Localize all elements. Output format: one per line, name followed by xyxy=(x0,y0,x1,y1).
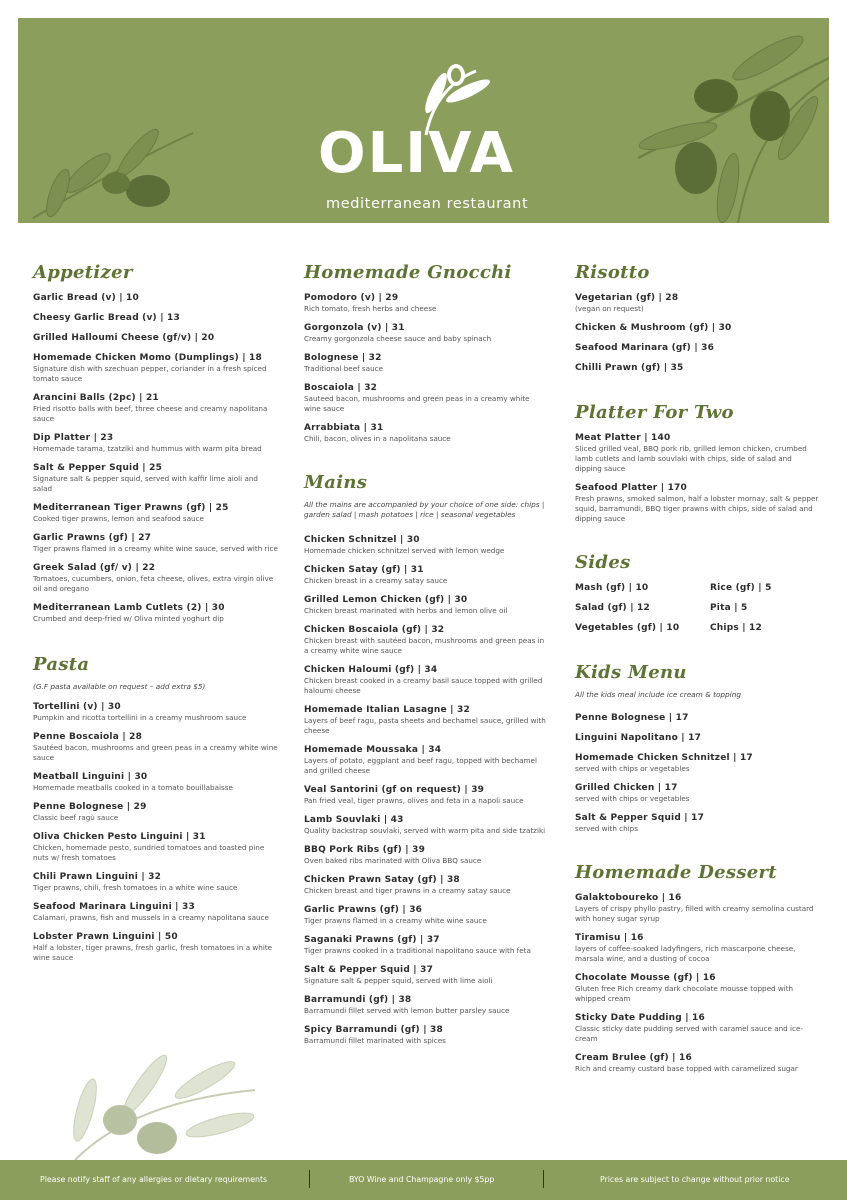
menu-item xyxy=(304,352,546,374)
menu-item-name: Spicy Barramundi (gf) | 38 xyxy=(304,1025,443,1035)
menu-item xyxy=(304,594,546,616)
sides-grid xyxy=(575,582,820,634)
menu-item-name: Chips | 12 xyxy=(710,623,762,633)
menu-item-name: Penne Bolognese | 17 xyxy=(575,713,689,723)
menu-item-name: Chicken Haloumi (gf) | 34 xyxy=(304,665,438,675)
menu-item-name: Lobster Prawn Linguini | 50 xyxy=(33,932,178,942)
menu-item-name: Boscaiola | 32 xyxy=(304,383,378,393)
section-gnocchi xyxy=(304,262,546,444)
menu-item xyxy=(33,701,278,723)
menu-item-name: Greek Salad (gf/ v) | 22 xyxy=(33,563,156,573)
menu-item-name: Cheesy Garlic Bread (v) | 13 xyxy=(33,313,180,323)
menu-item-name: Penne Bolognese | 29 xyxy=(33,802,147,812)
menu-item xyxy=(33,901,278,923)
menu-item xyxy=(575,1052,820,1074)
menu-item xyxy=(304,744,546,776)
menu-item-description: Classic sticky date pudding served with caramel sauce and ice-cream xyxy=(575,1024,803,1043)
menu-item xyxy=(575,622,710,634)
menu-item-description: Chicken breast marinated with herbs and lemon olive oil xyxy=(304,606,508,615)
menu-item-name: Oliva Chicken Pesto Linguini | 31 xyxy=(33,832,206,842)
menu-item xyxy=(304,704,546,736)
menu-item-description: Creamy gorgonzola cheese sauce and baby spinach xyxy=(304,334,492,343)
menu-item-name: Sticky Date Pudding | 16 xyxy=(575,1013,705,1023)
logo-tagline: mediterranean restaurant xyxy=(326,196,529,212)
menu-item-name: BBQ Pork Ribs (gf) | 39 xyxy=(304,845,426,855)
menu-item-description: Signature dish with szechuan pepper, coriander in a fresh spiced tomato sauce xyxy=(33,364,267,383)
menu-item-name: Mash (gf) | 10 xyxy=(575,583,649,593)
olive-branch-left-icon xyxy=(28,113,198,223)
menu-item-name: Chicken Prawn Satay (gf) | 38 xyxy=(304,875,460,885)
section-platter xyxy=(575,402,820,524)
menu-item xyxy=(304,904,546,926)
menu-item xyxy=(304,664,546,696)
footer-allergy-notice: Please notify staff of any allergies or dietary requirements xyxy=(40,1175,268,1184)
menu-item-name: Garlic Prawns (gf) | 36 xyxy=(304,905,423,915)
section-dessert xyxy=(575,862,820,1074)
menu-item-description: Barramundi fillet served with lemon butter parsley sauce xyxy=(304,1006,510,1015)
menu-item-name: Pomodoro (v) | 29 xyxy=(304,293,399,303)
menu-item-name: Cream Brulee (gf) | 16 xyxy=(575,1053,692,1063)
menu-item-name: Salt & Pepper Squid | 17 xyxy=(575,813,705,823)
menu-item-name: Linguini Napolitano | 17 xyxy=(575,733,702,743)
menu-item-name: Penne Boscaiola | 28 xyxy=(33,732,143,742)
menu-item xyxy=(33,332,278,344)
menu-item xyxy=(33,831,278,863)
menu-item-description: Pan fried veal, tiger prawns, olives and feta in a napoli sauce xyxy=(304,796,524,805)
menu-item xyxy=(33,771,278,793)
menu-item-name: Salad (gf) | 12 xyxy=(575,603,650,613)
section-title: Platter For Two xyxy=(575,402,734,423)
menu-item xyxy=(575,582,710,594)
menu-item-name: Garlic Bread (v) | 10 xyxy=(33,293,139,303)
menu-item xyxy=(304,1024,546,1046)
menu-item xyxy=(33,312,278,324)
menu-item xyxy=(33,731,278,763)
menu-item xyxy=(575,1012,820,1044)
menu-item-description: layers of coffee-soaked ladyfingers, rich mascarpone cheese, marsala wine, and a dusting of cocoa xyxy=(575,944,796,963)
menu-item-description: Pumpkin and ricotta tortellini in a creamy mushroom sauce xyxy=(33,713,247,722)
menu-item xyxy=(575,812,820,834)
menu-item-name: Veal Santorini (gf on request) | 39 xyxy=(304,785,485,795)
menu-item-name: Chilli Prawn (gf) | 35 xyxy=(575,363,684,373)
menu-item-name: Mediterranean Tiger Prawns (gf) | 25 xyxy=(33,503,229,513)
menu-item-name: Seafood Platter | 170 xyxy=(575,483,687,493)
menu-item-description: Cooked tiger prawns, lemon and seafood sauce xyxy=(33,514,204,523)
menu-item xyxy=(710,582,820,594)
menu-item xyxy=(304,382,546,414)
section-title: Homemade Dessert xyxy=(575,862,777,883)
section-title: Pasta xyxy=(33,654,90,675)
menu-item xyxy=(33,532,278,554)
footer-divider xyxy=(309,1170,310,1188)
menu-item-description: Tiger prawns flamed in a creamy white wine sauce, served with rice xyxy=(33,544,278,553)
menu-item xyxy=(575,432,820,474)
menu-item-description: Homemade meatballs cooked in a tomato bouillabaisse xyxy=(33,783,233,792)
menu-item-name: Saganaki Prawns (gf) | 37 xyxy=(304,935,440,945)
menu-item-description: Signature salt & pepper squid, served with lime aioli xyxy=(304,976,493,985)
menu-item-description: Chicken breast cooked in a creamy basil sauce topped with grilled haloumi cheese xyxy=(304,676,543,695)
menu-item-description: Crumbed and deep-fried w/ Oliva minted yoghurt dip xyxy=(33,614,224,623)
footer-divider xyxy=(543,1170,544,1188)
section-sides xyxy=(575,552,820,634)
menu-item-name: Barramundi (gf) | 38 xyxy=(304,995,412,1005)
menu-item-description: Homemade tarama, tzatziki and hummus with warm pita bread xyxy=(33,444,262,453)
menu-item-name: Homemade Chicken Schnitzel | 17 xyxy=(575,753,753,763)
menu-item-name: Arrabbiata | 31 xyxy=(304,423,384,433)
section-mains xyxy=(304,472,546,1046)
section-title: Appetizer xyxy=(33,262,133,283)
menu-item-description: Layers of potato, eggplant and beef ragu, topped with bechamel and grilled cheese xyxy=(304,756,537,775)
menu-item-description: served with chips or vegetables xyxy=(575,764,690,773)
section-title: Mains xyxy=(304,472,368,493)
menu-item-description: Calamari, prawns, fish and mussels in a creamy napolitana sauce xyxy=(33,913,269,922)
menu-item xyxy=(33,432,278,454)
olive-branch-bottom-icon xyxy=(45,1050,260,1160)
menu-item-name: Tiramisu | 16 xyxy=(575,933,644,943)
menu-item-description: Tomatoes, cucumbers, onion, feta cheese, olives, extra virgin olive oil and oregano xyxy=(33,574,274,593)
menu-item-description: Fresh prawns, smoked salmon, half a lobster mornay, salt & pepper squid, barramundi, BBQ tiger prawns with chips, side of salad and dipping sauce xyxy=(575,494,819,523)
menu-item-name: Chicken & Mushroom (gf) | 30 xyxy=(575,323,732,333)
menu-item-name: Homemade Moussaka | 34 xyxy=(304,745,442,755)
menu-item-description: Tiger prawns, chili, fresh tomatoes in a white wine sauce xyxy=(33,883,238,892)
menu-item-name: Chicken Boscaiola (gf) | 32 xyxy=(304,625,445,635)
section-note: All the mains are accompanied by your choice of one side: chips | garden salad | mash potatoes | rice | seasonal vegetables xyxy=(304,500,545,519)
menu-item-description: Homemade chicken schnitzel served with lemon wedge xyxy=(304,546,505,555)
menu-item-description: Tiger prawns cooked in a traditional napolitano sauce with feta xyxy=(304,946,531,955)
section-pasta xyxy=(33,654,278,963)
menu-item-name: Grilled Lemon Chicken (gf) | 30 xyxy=(304,595,468,605)
menu-column-right xyxy=(575,262,820,1086)
menu-item-name: Vegetarian (gf) | 28 xyxy=(575,293,679,303)
menu-item xyxy=(304,422,546,444)
menu-item-description: Quality backstrap souvlaki, served with warm pita and side tzatziki xyxy=(304,826,546,835)
menu-item-name: Galaktoboureko | 16 xyxy=(575,893,682,903)
menu-item-name: Tortellini (v) | 30 xyxy=(33,702,121,712)
menu-item xyxy=(33,871,278,893)
menu-item xyxy=(575,322,820,334)
menu-item xyxy=(33,462,278,494)
olive-branch-right-icon xyxy=(618,18,829,223)
menu-item xyxy=(575,932,820,964)
menu-item-description: Chicken breast in a creamy satay sauce xyxy=(304,576,448,585)
menu-item xyxy=(575,342,820,354)
menu-item-name: Homemade Italian Lasagne | 32 xyxy=(304,705,470,715)
menu-item xyxy=(575,892,820,924)
menu-item-name: Grilled Halloumi Cheese (gf/v) | 20 xyxy=(33,333,215,343)
menu-item xyxy=(304,564,546,586)
menu-item-description: served with chips or vegetables xyxy=(575,794,690,803)
menu-item xyxy=(575,732,820,744)
menu-item-name: Salt & Pepper Squid | 37 xyxy=(304,965,434,975)
menu-item xyxy=(33,801,278,823)
menu-item-description: Traditional beef sauce xyxy=(304,364,384,373)
section-title: Risotto xyxy=(575,262,650,283)
menu-item-description: Fried risotto balls with beef, three cheese and creamy napolitana sauce xyxy=(33,404,268,423)
menu-item-name: Homemade Chicken Momo (Dumplings) | 18 xyxy=(33,353,262,363)
menu-item xyxy=(575,752,820,774)
menu-item-description: Gluten free Rich creamy dark chocolate mousse topped with whipped cream xyxy=(575,984,794,1003)
menu-item-description: Sliced grilled veal, BBQ pork rib, grilled lemon chicken, crumbed lamb cutlets and lamb souvlaki with chips, side of salad and dipping sauce xyxy=(575,444,807,473)
menu-item xyxy=(33,602,278,624)
menu-item xyxy=(33,352,278,384)
menu-item-description: Rich tomato, fresh herbs and cheese xyxy=(304,304,437,313)
menu-item xyxy=(33,292,278,304)
menu-item xyxy=(710,602,820,614)
menu-item-name: Vegetables (gf) | 10 xyxy=(575,623,680,633)
menu-item-name: Grilled Chicken | 17 xyxy=(575,783,678,793)
menu-item-name: Meatball Linguini | 30 xyxy=(33,772,148,782)
menu-item-name: Seafood Marinara (gf) | 36 xyxy=(575,343,715,353)
menu-item-name: Chocolate Mousse (gf) | 16 xyxy=(575,973,716,983)
menu-item-description: Sautéed bacon, mushrooms and green peas in a creamy white wine sauce xyxy=(33,743,278,762)
menu-item-name: Garlic Prawns (gf) | 27 xyxy=(33,533,152,543)
menu-item xyxy=(304,814,546,836)
menu-item xyxy=(33,931,278,963)
footer-price-notice: Prices are subject to change without prior notice xyxy=(600,1175,790,1184)
menu-item-description: Layers of beef ragu, pasta sheets and bechamel sauce, grilled with cheese xyxy=(304,716,546,735)
menu-item-description: Chicken, homemade pesto, sundried tomatoes and toasted pine nuts w/ fresh tomatoes xyxy=(33,843,265,862)
menu-item-description: Oven baked ribs marinated with Oliva BBQ sauce xyxy=(304,856,482,865)
menu-item xyxy=(304,624,546,656)
section-risotto xyxy=(575,262,820,374)
menu-item xyxy=(33,392,278,424)
menu-item-description: Layers of crispy phyllo pastry, filled with creamy semolina custard with honey sugar syrup xyxy=(575,904,814,923)
menu-item-description: Sauteed bacon, mushrooms and green peas in a creamy white wine sauce xyxy=(304,394,530,413)
section-appetizer xyxy=(33,262,278,624)
menu-item xyxy=(33,502,278,524)
logo-wordmark: OLIVA xyxy=(318,121,516,186)
menu-item-name: Lamb Souvlaki | 43 xyxy=(304,815,404,825)
footer-bar xyxy=(0,1160,847,1200)
menu-item xyxy=(575,362,820,374)
menu-item xyxy=(304,784,546,806)
menu-item-name: Bolognese | 32 xyxy=(304,353,382,363)
menu-item xyxy=(710,622,820,634)
menu-item-description: (vegan on request) xyxy=(575,304,644,313)
section-title: Kids Menu xyxy=(575,662,687,683)
menu-item-description: Tiger prawns flamed in a creamy white wine sauce xyxy=(304,916,487,925)
menu-item-name: Chicken Satay (gf) | 31 xyxy=(304,565,424,575)
menu-item-name: Arancini Balls (2pc) | 21 xyxy=(33,393,159,403)
menu-item-description: served with chips xyxy=(575,824,638,833)
menu-item-name: Dip Platter | 23 xyxy=(33,433,114,443)
menu-item-description: Barramundi fillet marinated with spices xyxy=(304,1036,446,1045)
menu-item-name: Gorgonzola (v) | 31 xyxy=(304,323,405,333)
menu-item xyxy=(575,602,710,614)
menu-item-name: Chili Prawn Linguini | 32 xyxy=(33,872,162,882)
menu-item-name: Mediterranean Lamb Cutlets (2) | 30 xyxy=(33,603,225,613)
menu-item-description: Classic beef ragù sauce xyxy=(33,813,119,822)
menu-item-name: Chicken Schnitzel | 30 xyxy=(304,535,420,545)
menu-item xyxy=(304,322,546,344)
menu-item xyxy=(575,782,820,804)
section-title: Sides xyxy=(575,552,631,573)
menu-item-name: Seafood Marinara Linguini | 33 xyxy=(33,902,195,912)
menu-item xyxy=(304,534,546,556)
section-title: Homemade Gnocchi xyxy=(304,262,512,283)
menu-item-description: Half a lobster, tiger prawns, fresh garlic, fresh tomatoes in a white wine sauce xyxy=(33,943,273,962)
menu-item xyxy=(575,292,820,314)
menu-item xyxy=(304,994,546,1016)
menu-item xyxy=(33,562,278,594)
menu-item xyxy=(575,482,820,524)
menu-item-name: Meat Platter | 140 xyxy=(575,433,671,443)
menu-item xyxy=(304,874,546,896)
menu-item xyxy=(575,712,820,724)
header-banner xyxy=(18,18,829,223)
menu-item-name: Salt & Pepper Squid | 25 xyxy=(33,463,163,473)
menu-item xyxy=(304,844,546,866)
restaurant-logo xyxy=(318,63,568,223)
menu-item-description: Signature salt & pepper squid, served with kaffir lime aioli and salad xyxy=(33,474,258,493)
menu-item xyxy=(304,964,546,986)
menu-item-description: Chicken breast and tiger prawns in a creamy satay sauce xyxy=(304,886,511,895)
menu-item-name: Pita | 5 xyxy=(710,603,748,613)
section-note: (G.F pasta available on request – add extra $5) xyxy=(33,682,206,691)
menu-item-description: Chicken breast with sautéed bacon, mushrooms and green peas in a creamy white wine sauce xyxy=(304,636,545,655)
section-kids-menu xyxy=(575,662,820,834)
menu-column-middle xyxy=(304,262,546,1058)
menu-column-left xyxy=(33,262,278,975)
menu-item xyxy=(575,972,820,1004)
menu-item-description: Rich and creamy custard base topped with caramelized sugar xyxy=(575,1064,798,1073)
menu-item xyxy=(304,292,546,314)
menu-item-description: Chili, bacon, olives in a napolitana sauce xyxy=(304,434,451,443)
section-note: All the kids meal include ice cream & topping xyxy=(575,690,741,699)
footer-byo-notice: BYO Wine and Champagne only $5pp xyxy=(349,1175,495,1184)
menu-item-name: Rice (gf) | 5 xyxy=(710,583,772,593)
menu-item xyxy=(304,934,546,956)
